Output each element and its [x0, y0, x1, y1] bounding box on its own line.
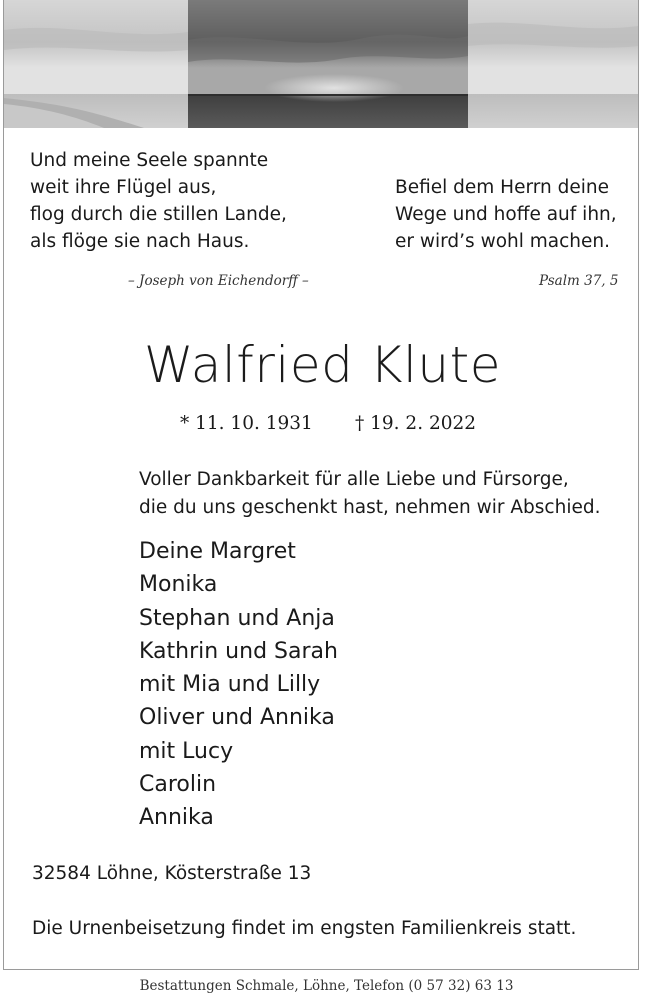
birth-date: * 11. 10. 1931	[180, 413, 313, 434]
poem-left-line: als flöge sie nach Haus.	[30, 231, 250, 252]
mourner: Stephan und Anja	[139, 605, 335, 631]
thanks-line: Voller Dankbarkeit für alle Liebe und Fürsorge,	[139, 469, 569, 490]
mourner: Deine Margret	[139, 539, 296, 564]
mourner: Kathrin und Sarah	[139, 638, 338, 664]
thanks-text	[139, 466, 600, 522]
mourners-list	[139, 535, 338, 835]
poem-right-credit: Psalm 37, 5	[539, 273, 619, 289]
family-address: 32584 Löhne, Kösterstraße 13	[32, 863, 312, 884]
poem-left-line: weit ihre Flügel aus,	[30, 177, 217, 198]
mourner: Oliver und Annika	[139, 705, 335, 731]
poem-left-line: flog durch die stillen Lande,	[30, 204, 287, 225]
burial-notice: Die Urnenbeisetzung findet im engsten Familienkreis statt.	[32, 918, 577, 939]
mourner: mit Lucy	[139, 738, 234, 764]
funeral-home-footer: Bestattungen Schmale, Löhne, Telefon (0 57 32) 63 13	[139, 978, 514, 994]
poem-left-credit: – Joseph von Eichendorff –	[128, 273, 309, 289]
poem-left-line: Und meine Seele spannte	[30, 150, 269, 171]
thanks-line: die du uns geschenkt hast, nehmen wir Abschied.	[139, 497, 601, 518]
mourner: Monika	[139, 572, 218, 598]
mourner: Annika	[139, 805, 214, 831]
mourner: Carolin	[139, 772, 217, 798]
deceased-name: Walfried Klute	[144, 336, 501, 394]
poem-right-line: Wege und hoffe auf ihn,	[395, 204, 617, 225]
seascape-photo	[4, 0, 638, 128]
poem-right-line: er wird’s wohl machen.	[395, 231, 610, 252]
eichendorff-poem	[30, 147, 287, 255]
death-date: † 19. 2. 2022	[355, 413, 477, 434]
mourner: mit Mia und Lilly	[139, 672, 321, 698]
poem-right-line: Befiel dem Herrn deine	[395, 177, 609, 198]
psalm-verse	[395, 174, 617, 255]
